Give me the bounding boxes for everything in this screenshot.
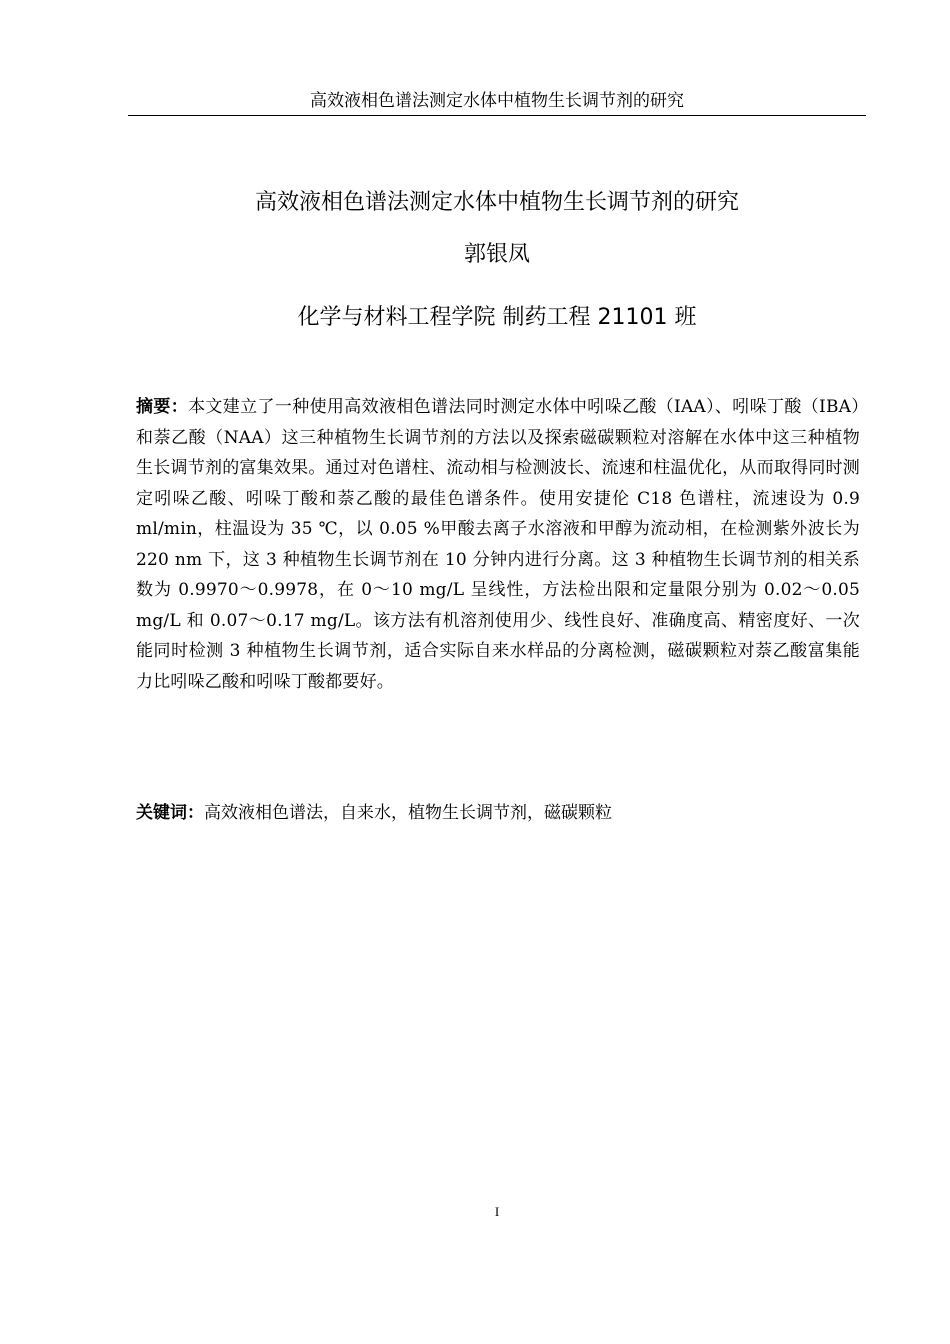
page-number: I <box>494 1204 500 1219</box>
keywords-text: 高效液相色谱法，自来水，植物生长调节剂，磁碳颗粒 <box>204 803 612 823</box>
author-affiliation: 化学与材料工程学院 制药工程 21101 班 <box>297 305 697 330</box>
keywords-line <box>136 798 860 828</box>
header-divider <box>128 115 866 116</box>
abstract-text: 本文建立了一种使用高效液相色谱法同时测定水体中吲哚乙酸（IAA）、吲哚丁酸（IBA）和萘乙酸（NAA）这三种植物生长调节剂的方法以及探索磁碳颗粒对溶解在水体中这三种植物生长调节剂的富集效果。通过对色谱柱、流动相与检测波长、流速和柱温优化，从而取得同时测定吲哚乙酸、吲哚丁酸和萘乙酸的最佳色谱条件。使用安捷伦 C18 色谱柱，流速设为 0.9 ml/min，柱温设为 35 ℃，以 0.05 %甲酸去离子水溶液和甲醇为流动相，在检测紫外波长为 220 nm 下，这 3 种植物生长调节剂在 10 分钟内进行分离。这 3 种植物生长调节剂的相关系数为 0.9970～0.9978，在 0～10 mg/L 呈线性，方法检出限和定量限分别为 0.02～0.05 mg/L 和 0.07～0.17 mg/L。该方法有机溶剂使用少、线性良好、准确度高、精密度好、一次能同时检测 3 种植物生长调节剂，适合实际自来水样品的分离检测，磁碳颗粒对萘乙酸富集能力比吲哚乙酸和吲哚丁酸都要好。 <box>136 397 860 692</box>
running-header: 高效液相色谱法测定水体中植物生长调节剂的研究 <box>310 91 684 110</box>
author-name: 郭银凤 <box>463 242 530 267</box>
keywords-label: 关键词： <box>136 803 204 823</box>
paper-title: 高效液相色谱法测定水体中植物生长调节剂的研究 <box>254 190 739 215</box>
abstract-paragraph <box>136 392 860 697</box>
abstract-label: 摘要： <box>136 397 189 417</box>
